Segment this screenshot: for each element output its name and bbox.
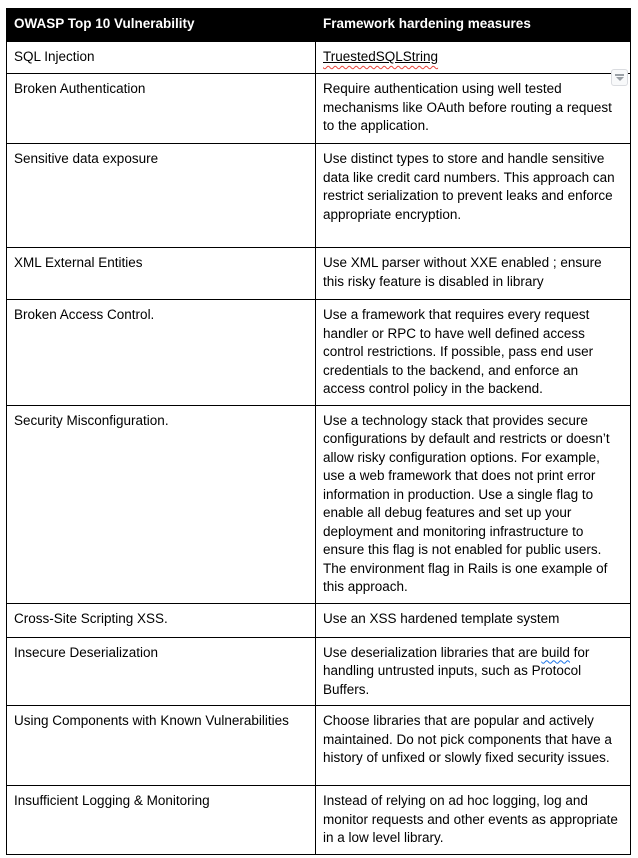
vulnerability-cell[interactable] (7, 300, 316, 405)
measures-header-cell[interactable] (316, 9, 630, 41)
table-row (7, 705, 630, 785)
measure-text: Use a technology stack that provides secure configurations by default and restricts or doesn’t allow risky configuration options. For example, use a web framework that does not print error information in production. Use a single flag to enable all debug features and set up your deployment and monitoring infrastructure to ensure this flag is not enabled for public users. The environment flag in Rails is one example of this approach. (323, 412, 610, 594)
measure-cell[interactable] (316, 248, 630, 299)
table-row (7, 143, 630, 247)
spellcheck-flagged-text: TruestedSQLString (323, 49, 439, 64)
measure-text: Use deserialization libraries that are (323, 644, 542, 660)
vulnerability-text: Cross-Site Scripting XSS. (14, 610, 168, 626)
table-row (7, 603, 630, 637)
measure-text: Use distinct types to store and handle sensitive data like credit card numbers. This approach can restrict serialization to prevent leaks and enforce appropriate encryption. (323, 151, 615, 222)
measure-cell[interactable] (316, 406, 630, 603)
vulnerability-text: Insecure Deserialization (14, 644, 159, 660)
measure-cell[interactable] (316, 74, 630, 143)
table-row (7, 405, 630, 603)
vulnerability-text: Broken Access Control. (14, 307, 155, 322)
table-row (7, 73, 630, 143)
table-row (7, 299, 630, 405)
measure-text: Use XML parser without XXE enabled ; ensure this risky feature is disabled in library (323, 255, 602, 289)
vulnerability-text: Using Components with Known Vulnerabilities (14, 713, 289, 728)
measure-cell[interactable] (316, 638, 630, 706)
vulnerability-header-cell[interactable] (7, 9, 316, 41)
measure-text: for handling untrusted inputs, such as Protocol Buffers. (323, 644, 590, 697)
owasp-hardening-table (6, 8, 631, 855)
measures-header-label: Framework hardening measures (323, 16, 531, 31)
table-row (7, 41, 630, 73)
measure-text: Use a framework that requires every request handler or RPC to have well defined access control restrictions. If possible, pass end user credentials to the backend, and enforce an access control policy in the backend. (323, 307, 594, 396)
vulnerability-text: XML External Entities (14, 255, 143, 270)
table-row (7, 637, 630, 706)
measure-text: Choose libraries that are popular and actively maintained. Do not pick components that have a history of unfixed or slowly fixed security issues. (323, 713, 612, 765)
vulnerability-cell[interactable] (7, 638, 316, 706)
collapse-dropdown-button[interactable] (611, 69, 628, 86)
measure-text: Instead of relying on ad hoc logging, log and monitor requests and other events as appropriate in a low level library. (323, 793, 618, 845)
measure-text: Require authentication using well tested mechanisms like OAuth before routing a request to the application. (323, 81, 612, 133)
measure-text: Use an XSS hardened template system (323, 610, 560, 626)
table-row (7, 247, 630, 299)
vulnerability-text: Insufficient Logging & Monitoring (14, 793, 210, 808)
vulnerability-text: SQL Injection (14, 49, 95, 64)
vulnerability-text: Security Misconfiguration. (14, 412, 169, 428)
vulnerability-cell[interactable] (7, 74, 316, 143)
vulnerability-cell[interactable] (7, 604, 316, 637)
measure-cell[interactable] (316, 42, 630, 73)
vulnerability-cell[interactable] (7, 786, 316, 854)
vulnerability-header-label: OWASP Top 10 Vulnerability (14, 16, 195, 31)
measure-cell[interactable] (316, 300, 630, 405)
grammar-flagged-text: build (541, 644, 570, 660)
measure-cell[interactable] (316, 144, 630, 247)
measure-cell[interactable] (316, 706, 630, 785)
vulnerability-text: Broken Authentication (14, 81, 146, 96)
vulnerability-cell[interactable] (7, 406, 316, 603)
vulnerability-cell[interactable] (7, 248, 316, 299)
vulnerability-cell[interactable] (7, 42, 316, 73)
chevron-down-icon (615, 74, 624, 81)
table-header-row (7, 9, 630, 41)
table-row (7, 785, 630, 854)
vulnerability-text: Sensitive data exposure (14, 151, 159, 166)
vulnerability-cell[interactable] (7, 706, 316, 785)
vulnerability-cell[interactable] (7, 144, 316, 247)
measure-cell[interactable] (316, 604, 630, 637)
measure-cell[interactable] (316, 786, 630, 854)
